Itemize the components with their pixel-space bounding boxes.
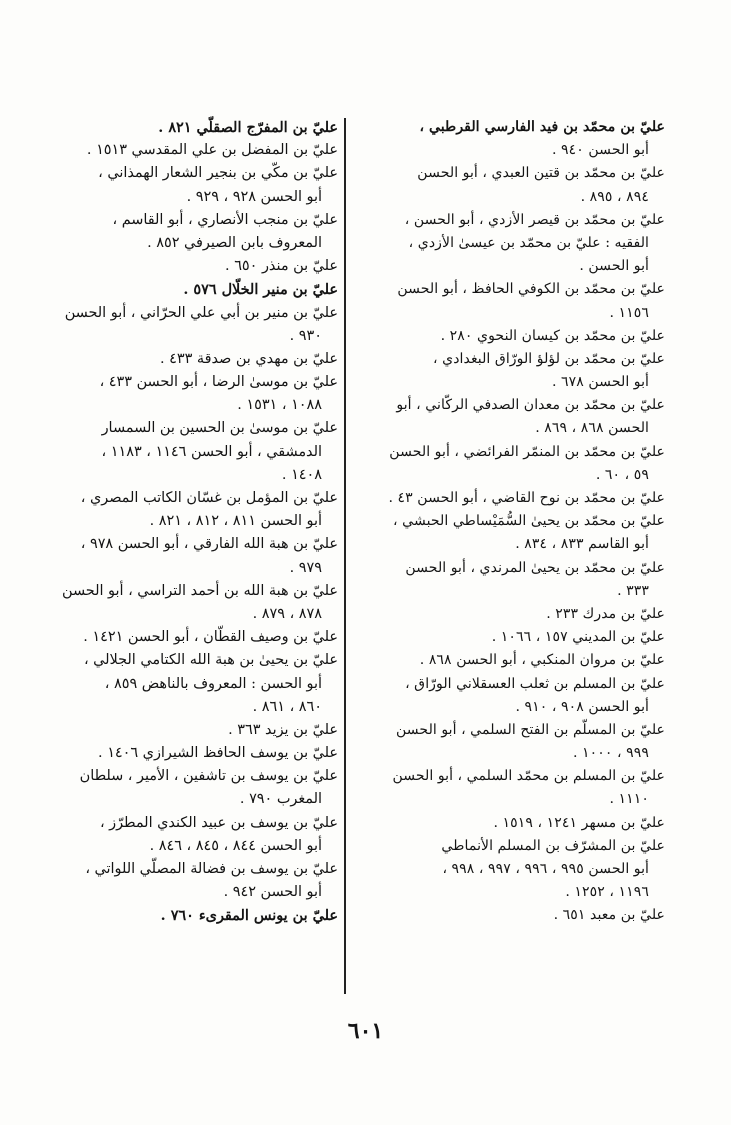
index-line: الحسن ٨٦٨ ، ٨٦٩ . <box>535 420 649 437</box>
index-line: أبو الحسن ٨١١ ، ٨١٢ ، ٨٢١ . <box>149 513 322 530</box>
index-line: عليّ بن مسهر ١٢٤١ ، ١٥١٩ . <box>493 814 665 831</box>
index-line: عليّ بن وصيف القطّان ، أبو الحسن ١٤٢١ . <box>83 629 338 646</box>
index-line: ١١١٠ . <box>609 791 649 808</box>
index-line: عليّ بن هبة الله الفارقي ، أبو الحسن ٩٧٨ ، <box>80 536 338 553</box>
right-column-lines <box>339 116 669 928</box>
index-line: عليّ بن منجب الأنصاري ، أبو القاسم ، <box>112 211 338 228</box>
index-line: عليّ بن المؤمل بن غسّان الكاتب المصري ، <box>80 490 338 506</box>
left-column-lines <box>0 116 338 928</box>
index-line: عليّ بن معبد ٦٥١ . <box>553 907 665 924</box>
index-line: أبو القاسم ٨٣٣ ، ٨٣٤ . <box>515 536 649 553</box>
index-line: عليّ بن منذر ٦٥٠ . <box>225 258 338 275</box>
index-line: ١٠٨٨ ، ١٥٣١ . <box>237 397 322 414</box>
index-line: ٩٩٩ ، ١٠٠٠ . <box>573 745 649 762</box>
index-line: عليّ بن موسىٰ الرضا ، أبو الحسن ٤٣٣ ، <box>99 374 338 391</box>
index-line: عليّ بن يوسف بن عبيد الكندي المطرّز ، <box>99 814 338 831</box>
index-line: الدمشقي ، أبو الحسن ١١٤٦ ، ١١٨٣ ، <box>101 443 322 460</box>
index-line: أبو الحسن ٦٧٨ . <box>551 374 649 391</box>
index-line: عليّ بن المسلم بن محمّد السلمي ، أبو الحسن <box>392 768 665 785</box>
index-line: المعروف بابن الصيرفي ٨٥٢ . <box>147 234 322 251</box>
index-line: عليّ بن يونس المقرىء ٧٦٠ . <box>160 907 338 925</box>
index-line: ٨٧٨ ، ٨٧٩ . <box>252 605 322 622</box>
index-line: ٨٩٤ ، ٨٩٥ . <box>580 188 649 205</box>
index-line: أبو الحسن ٩٠٨ ، ٩١٠ . <box>515 698 649 715</box>
index-line: أبو الحسن ٩٩٥ ، ٩٩٦ ، ٩٩٧ ، ٩٩٨ ، <box>442 861 649 877</box>
index-line: عليّ بن مكّي بن بنجير الشعار الهمذاني ، <box>98 165 338 182</box>
index-line: عليّ بن مروان المنكبي ، أبو الحسن ٨٦٨ . <box>419 652 665 669</box>
index-line: عليّ بن مهدي بن صدقة ٤٣٣ . <box>159 350 338 367</box>
index-line: عليّ بن موسىٰ بن الحسين بن السمسار <box>101 420 338 437</box>
index-line: ١١٥٦ . <box>609 304 649 321</box>
index-line: ١٤٠٨ . <box>281 466 322 483</box>
index-line: عليّ بن المديني ١٥٧ ، ١٠٦٦ . <box>491 629 665 646</box>
index-line: عليّ بن محمّد بن يحيىٰ المرندي ، أبو الحسن <box>405 559 665 576</box>
index-line: عليّ بن المسلّم بن الفتح السلمي ، أبو الحسن <box>395 721 665 738</box>
index-line: عليّ بن المفرّج الصقلّي ٨٢١ . <box>158 119 338 136</box>
index-line: عليّ بن محمّد بن نوح القاضي ، أبو الحسن ٤٣ . <box>388 490 665 506</box>
left-column <box>0 116 338 928</box>
index-line: عليّ بن منير الخلّال ٥٧٦ . <box>183 281 338 299</box>
index-line: أبو الحسن ٩٤٠ . <box>551 142 649 159</box>
index-line: ٩٣٠ . <box>289 327 322 344</box>
index-line: عليّ بن محمّد بن فيد الفارسي القرطبي ، <box>419 119 665 135</box>
index-line: ٣٣٣ . <box>617 582 649 599</box>
index-line: عليّ بن محمّد بن لؤلؤ الورّاق البغدادي ، <box>433 350 665 367</box>
index-line: أبو الحسن ٨٤٤ ، ٨٤٥ ، ٨٤٦ . <box>149 837 322 854</box>
index-line: عليّ بن محمّد بن يحيىٰ السُّمَيْساطي الحبشي ، <box>393 513 665 530</box>
index-line: عليّ بن المسلم بن ثعلب العسقلاني الورّاق ، <box>405 675 665 692</box>
index-line: عليّ بن محمّد بن قيصر الأزدي ، أبو الحسن ، <box>404 211 665 228</box>
index-line: ٨٦٠ ، ٨٦١ . <box>252 698 322 715</box>
index-line: أبو الحسن : المعروف بالناهض ٨٥٩ ، <box>104 675 322 692</box>
index-line: عليّ بن يوسف بن فضالة المصلّي اللواتي ، <box>85 861 338 877</box>
index-line: عليّ بن محمّد بن كيسان النحوي ٢٨٠ . <box>440 327 665 344</box>
index-line: عليّ بن يوسف الحافظ الشيرازي ١٤٠٦ . <box>98 745 338 762</box>
column-divider <box>344 118 346 994</box>
index-line: عليّ بن المفضل بن علي المقدسي ١٥١٣ . <box>86 142 338 159</box>
index-line: عليّ بن منير بن أبي علي الحرّاني ، أبو الحسن <box>64 304 338 321</box>
index-line: أبو الحسن . <box>579 258 649 275</box>
right-column <box>339 116 669 928</box>
page-number: ٦٠١ <box>347 1018 384 1044</box>
index-line: عليّ بن يزيد ٣٦٣ . <box>228 721 338 738</box>
index-line: عليّ بن محمّد بن الكوفي الحافظ ، أبو الحسن <box>397 281 665 298</box>
index-line: ١١٩٦ ، ١٢٥٢ . <box>565 884 649 901</box>
index-line: عليّ بن هبة الله بن أحمد التراسي ، أبو الحسن <box>62 582 338 599</box>
index-line: المغرب ٧٩٠ . <box>239 791 322 808</box>
index-line: عليّ بن المشرّف بن المسلم الأنماطي <box>441 837 665 854</box>
index-line: أبو الحسن ٩٢٨ ، ٩٢٩ . <box>186 188 322 205</box>
index-line: أبو الحسن ٩٤٢ . <box>223 884 322 901</box>
index-line: ٥٩ ، ٦٠ . <box>595 466 649 483</box>
index-line: ٩٧٩ . <box>289 559 322 576</box>
index-line: عليّ بن محمّد بن المنمّر الفرائضي ، أبو الحسن <box>389 443 665 460</box>
index-line: عليّ بن محمّد بن معدان الصدفي الركّاني ، أبو <box>396 397 665 414</box>
index-line: عليّ بن محمّد بن قتين العبدي ، أبو الحسن <box>417 165 665 182</box>
index-line: الفقيه : عليّ بن محمّد بن عيسىٰ الأزدي ، <box>408 234 649 251</box>
index-line: عليّ بن يحيىٰ بن هبة الله الكتامي الجلالي ، <box>83 652 338 669</box>
index-line: عليّ بن يوسف بن تاشفين ، الأمير ، سلطان <box>79 768 338 785</box>
index-line: عليّ بن مدرك ٢٣٣ . <box>546 605 665 622</box>
